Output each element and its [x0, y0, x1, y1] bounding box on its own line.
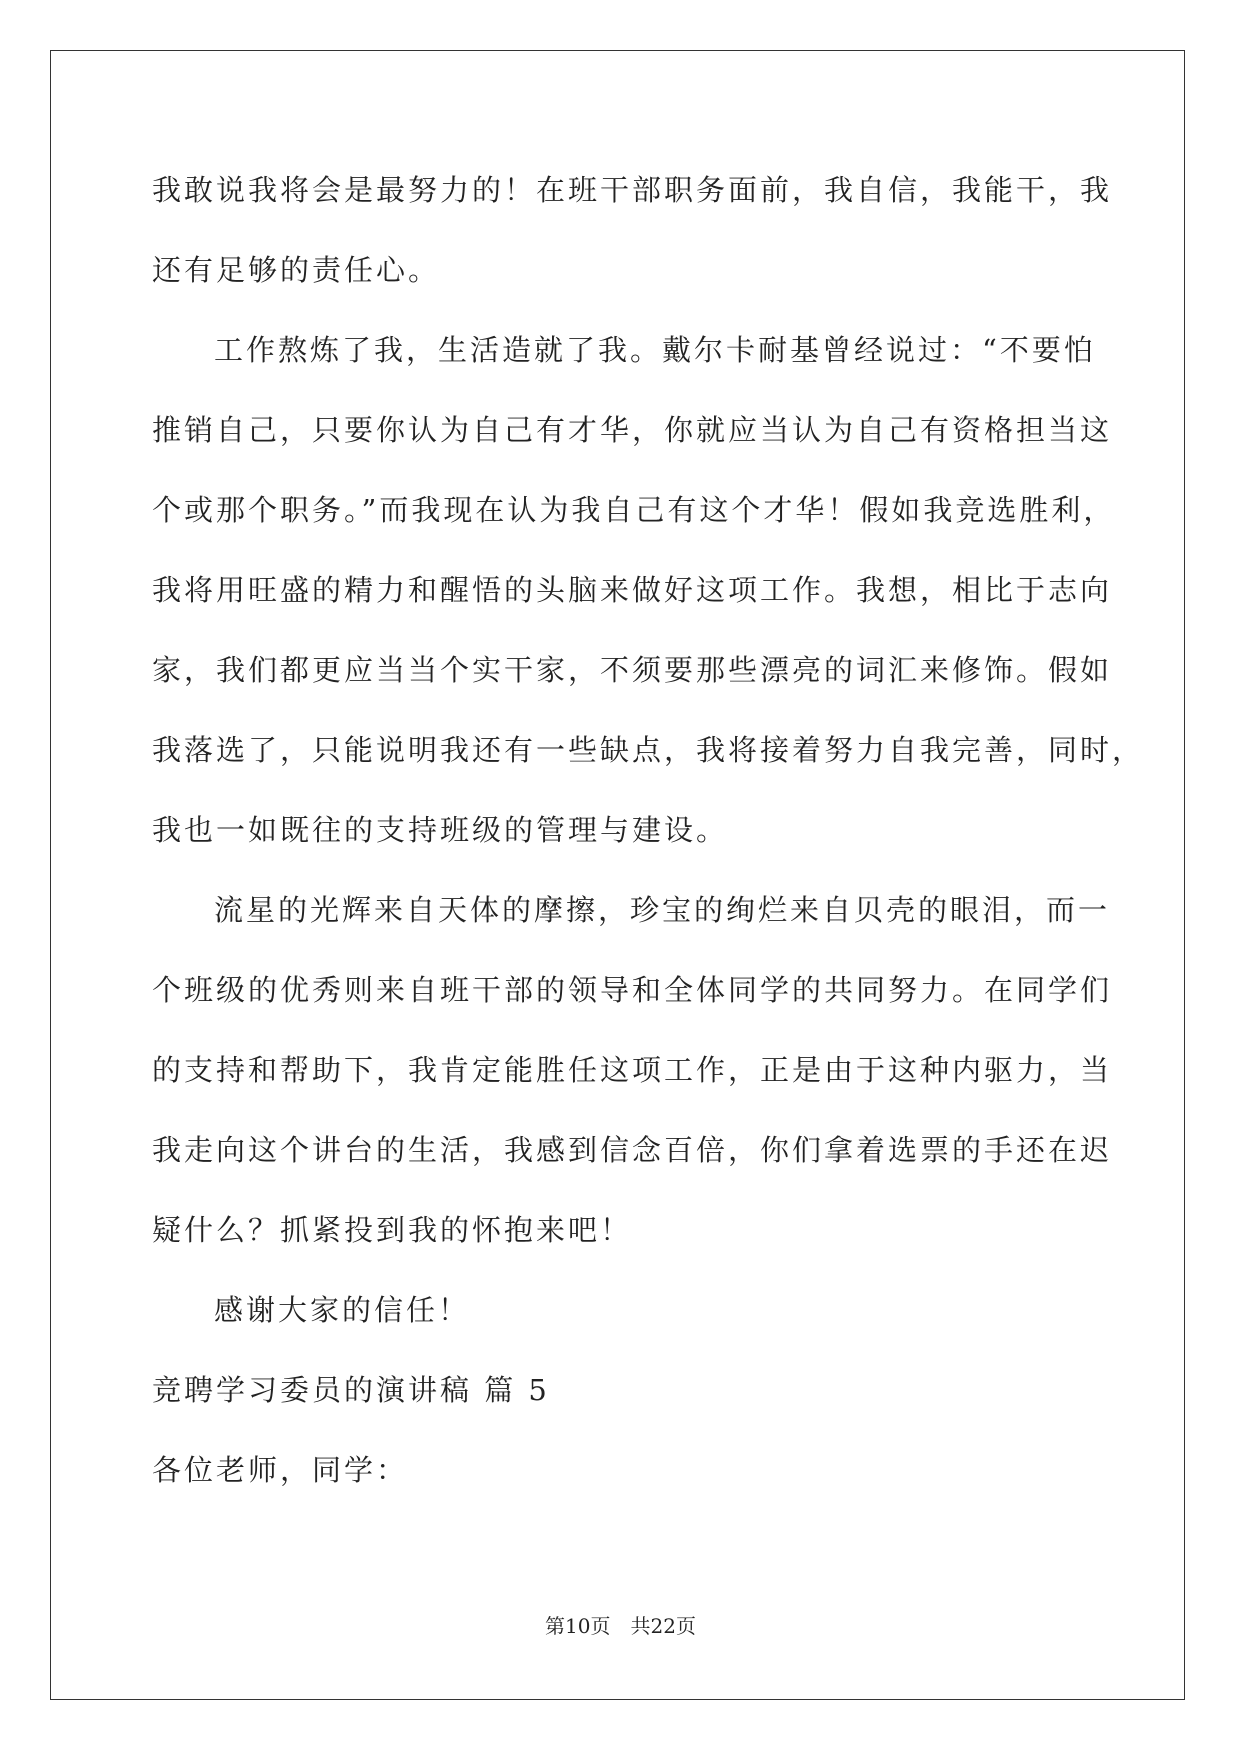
text-line: 的支持和帮助下，我肯定能胜任这项工作，正是由于这种内驱力，当 — [152, 1053, 1113, 1087]
text-line: 我落选了，只能说明我还有一些缺点，我将接着努力自我完善，同时， — [152, 733, 1145, 767]
page-footer: 第10页 共22页 — [545, 1614, 696, 1638]
text-line: 工作熬炼了我，生活造就了我。戴尔卡耐基曾经说过：“不要怕 — [214, 333, 1096, 367]
salutation: 各位老师，同学： — [152, 1453, 409, 1487]
text-line: 我也一如既往的支持班级的管理与建设。 — [152, 813, 729, 847]
text-line: 我走向这个讲台的生活，我感到信念百倍，你们拿着选票的手还在迟 — [152, 1133, 1113, 1167]
text-line: 流星的光辉来自天体的摩擦，珍宝的绚烂来自贝壳的眼泪，而一 — [214, 893, 1111, 927]
text-line: 疑什么？抓紧投到我的怀抱来吧！ — [152, 1213, 633, 1247]
text-line: 个或那个职务。”而我现在认为我自己有这个才华！假如我竞选胜利， — [152, 493, 1116, 527]
text-line: 推销自己，只要你认为自己有才华，你就应当认为自己有资格担当这 — [152, 413, 1113, 447]
section-heading: 竞聘学习委员的演讲稿 篇 5 — [152, 1373, 550, 1407]
text-line: 还有足够的责任心。 — [152, 253, 441, 287]
text-line: 家，我们都更应当当个实干家，不须要那些漂亮的词汇来修饰。假如 — [152, 653, 1113, 687]
text-line: 我敢说我将会是最努力的！在班干部职务面前，我自信，我能干，我 — [152, 173, 1113, 207]
text-line: 感谢大家的信任！ — [214, 1293, 471, 1327]
text-line: 个班级的优秀则来自班干部的领导和全体同学的共同努力。在同学们 — [152, 973, 1113, 1007]
text-line: 我将用旺盛的精力和醒悟的头脑来做好这项工作。我想，相比于志向 — [152, 573, 1113, 607]
